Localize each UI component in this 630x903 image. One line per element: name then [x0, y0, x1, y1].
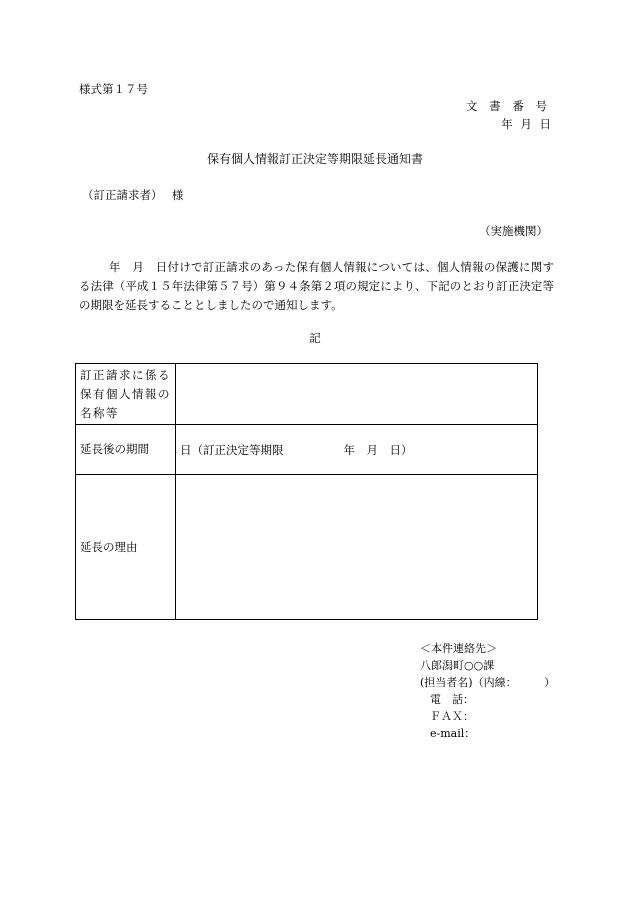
contact-email: e-mail： — [430, 727, 476, 740]
extension-reason-label: 延長の理由 — [76, 475, 176, 620]
form-number: 様式第１７号 — [79, 82, 148, 96]
extension-info-table — [75, 363, 538, 620]
contact-fax: ＦＡＸ： — [430, 710, 474, 723]
info-name-value — [176, 364, 538, 425]
body-paragraph: 年 月 日付けで訂正請求のあった保有個人情報については、個人情報の保護に関する法律（平成１５年法律第５７号）第９４条第２項の規定により、下記のとおり訂正決定等の期限を延長することとしましたので通知します。 — [79, 260, 554, 312]
addressee: （訂正請求者） 様 — [82, 188, 184, 202]
contact-person: (担当者名)（内線： ） — [420, 676, 556, 689]
document-date-label: 年 月 日 — [501, 117, 551, 131]
extended-period-date: 年 月 日） — [343, 442, 413, 457]
table-row — [76, 425, 538, 475]
contact-department: 八郎潟町○○課 — [420, 659, 495, 672]
contact-heading: ＜本件連絡先＞ — [420, 642, 497, 655]
extension-reason-value — [176, 475, 538, 620]
contact-info — [420, 640, 555, 742]
table-row — [76, 475, 538, 620]
ki-heading: 記 — [309, 331, 321, 345]
document-number-label: 文 書 番 号 — [466, 99, 551, 113]
extended-period-prefix: 日（訂正決定等期限 — [180, 442, 284, 457]
extended-period-label: 延長後の期間 — [76, 425, 176, 475]
issuing-agency: （実施機関） — [479, 224, 548, 238]
table-row — [76, 364, 538, 425]
extended-period-value — [176, 425, 538, 475]
info-name-label: 訂正請求に係る保有個人情報の名称等 — [76, 364, 176, 425]
contact-phone: 電 話： — [430, 693, 474, 706]
document-title: 保有個人情報訂正決定等期限延長通知書 — [206, 152, 423, 166]
